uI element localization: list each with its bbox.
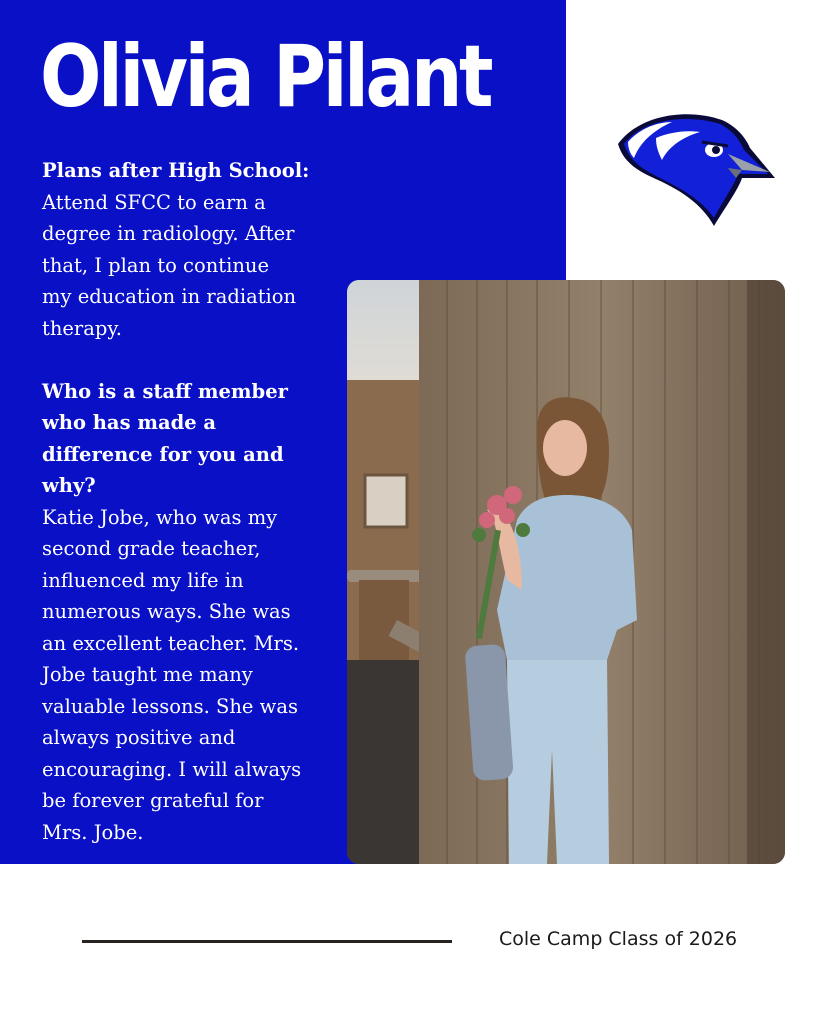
staff-answer-line: Jobe taught me many xyxy=(42,663,253,686)
staff-answer-line: always positive and xyxy=(42,726,236,749)
staff-answer-line: an excellent teacher. Mrs. xyxy=(42,631,300,655)
footer-divider xyxy=(82,940,452,943)
plans-line: that, I plan to continue xyxy=(42,253,269,277)
staff-heading-line: why? xyxy=(42,474,96,497)
staff-heading-line: Who is a staff member xyxy=(42,379,288,403)
paragraph-gap xyxy=(42,344,327,376)
plans-line: therapy. xyxy=(42,316,122,340)
plans-heading: Plans after High School xyxy=(42,159,303,182)
staff-answer-line: valuable lessons. She was xyxy=(42,694,298,718)
plans-line: degree in radiology. After xyxy=(42,222,295,245)
staff-answer-line: Mrs. Jobe. xyxy=(42,820,144,844)
footer-class-label: Cole Camp Class of 2026 xyxy=(499,928,738,950)
staff-answer-line: encouraging. I will always xyxy=(42,757,302,781)
plans-heading-colon: : xyxy=(302,159,310,182)
staff-answer-line: numerous ways. She was xyxy=(42,600,291,623)
profile-text xyxy=(42,155,327,848)
plans-heading-line xyxy=(42,155,327,187)
staff-heading-line: who has made a xyxy=(42,411,217,434)
plans-line: my education in radiation xyxy=(42,285,297,308)
student-photo-image xyxy=(347,280,785,864)
staff-heading-line: difference for you and xyxy=(42,442,284,466)
plans-line: Attend SFCC to earn a xyxy=(42,190,266,214)
bluebird-mascot-icon xyxy=(610,108,778,232)
student-name: Olivia Pilant xyxy=(40,27,491,127)
staff-answer-line: influenced my life in xyxy=(42,568,244,592)
staff-answer-line: Katie Jobe, who was my xyxy=(42,505,278,529)
student-photo xyxy=(347,280,785,864)
staff-answer-line: second grade teacher, xyxy=(42,537,261,560)
staff-answer-line: be forever grateful for xyxy=(42,789,264,812)
